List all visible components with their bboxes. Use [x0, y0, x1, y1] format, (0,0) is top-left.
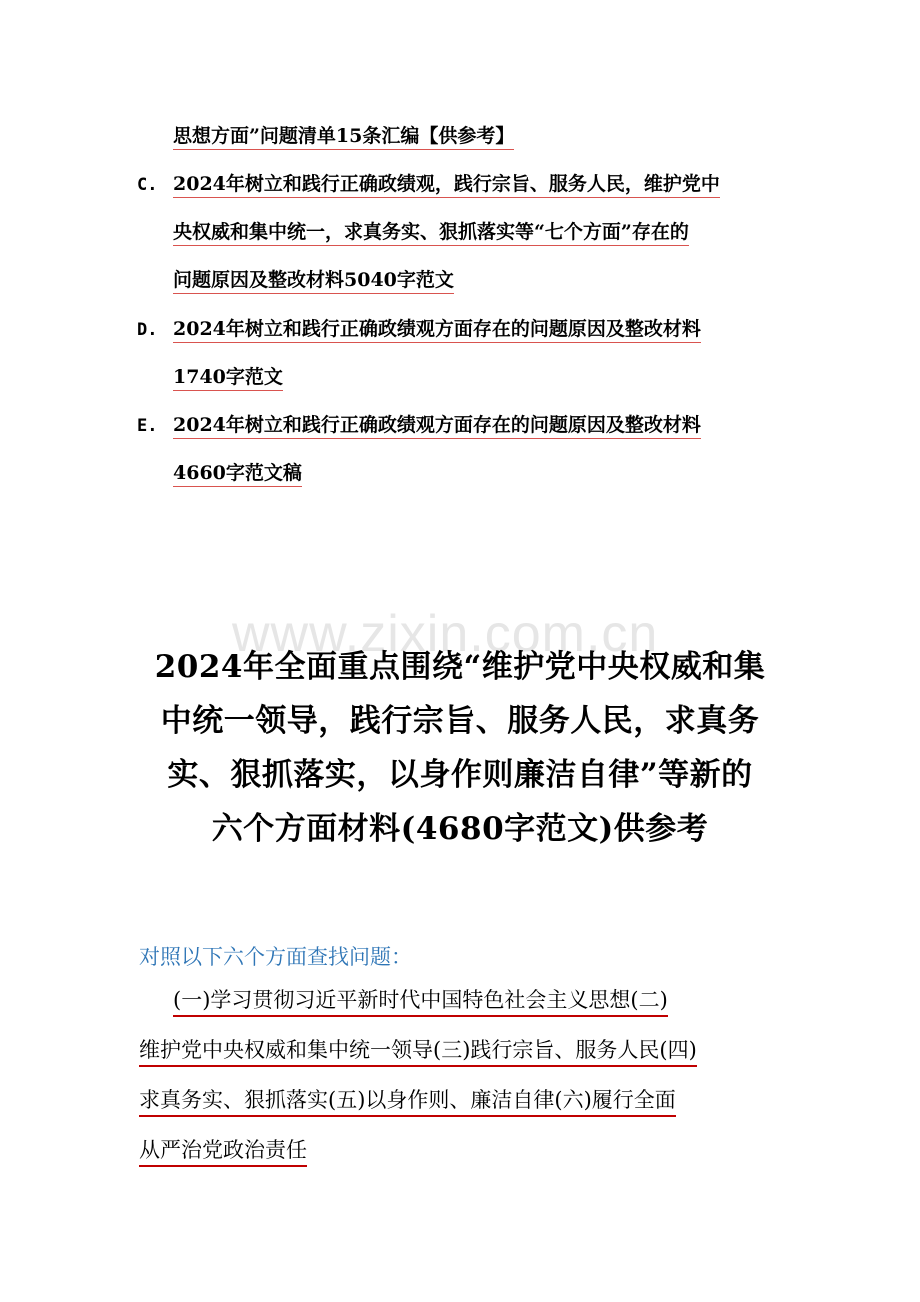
- title-line-3: 实、狠抓落实，以身作则廉洁自律”等新的: [167, 757, 753, 793]
- watermark: www.zixin.com.cn: [232, 605, 659, 663]
- title-line-2: 中统一领导，践行宗旨、服务人民，求真务: [160, 703, 760, 739]
- toc-item-c-line-3[interactable]: 问题原因及整改材料5040字范文: [173, 268, 454, 294]
- title-line-1: 2024年全面重点围绕“维护党中央权威和集: [154, 649, 766, 685]
- toc-item-d-line-1[interactable]: 2024年树立和践行正确政绩观方面存在的问题原因及整改材料: [173, 317, 701, 343]
- body-line-4: 从严治党政治责任: [139, 1137, 307, 1167]
- toc-item-e-line-1[interactable]: 2024年树立和践行正确政绩观方面存在的问题原因及整改材料: [173, 413, 701, 439]
- section-heading: 对照以下六个方面查找问题：: [139, 945, 412, 969]
- toc-item-d-letter: D.: [137, 320, 158, 340]
- toc-item-d-line-2[interactable]: 1740字范文: [173, 365, 283, 391]
- title-line-4: 六个方面材料(4680字范文)供参考: [211, 811, 709, 847]
- toc-item-c-letter: C.: [137, 175, 158, 195]
- body-line-1: (一)学习贯彻习近平新时代中国特色社会主义思想(二): [173, 987, 668, 1017]
- toc-item-b-tail[interactable]: 思想方面”问题清单15条汇编【供参考】: [173, 124, 514, 150]
- body-line-3: 求真务实、狠抓落实(五)以身作则、廉洁自律(六)履行全面: [139, 1087, 676, 1117]
- toc-item-e-line-2[interactable]: 4660字范文稿: [173, 461, 302, 487]
- document-title: [130, 640, 790, 856]
- toc-item-e-letter: E.: [137, 416, 158, 436]
- toc-item-c-line-1[interactable]: 2024年树立和践行正确政绩观，践行宗旨、服务人民，维护党中: [173, 172, 720, 198]
- body-line-2: 维护党中央权威和集中统一领导(三)践行宗旨、服务人民(四): [139, 1037, 697, 1067]
- toc-item-c-line-2[interactable]: 央权威和集中统一，求真务实、狠抓落实等“七个方面”存在的: [173, 220, 689, 246]
